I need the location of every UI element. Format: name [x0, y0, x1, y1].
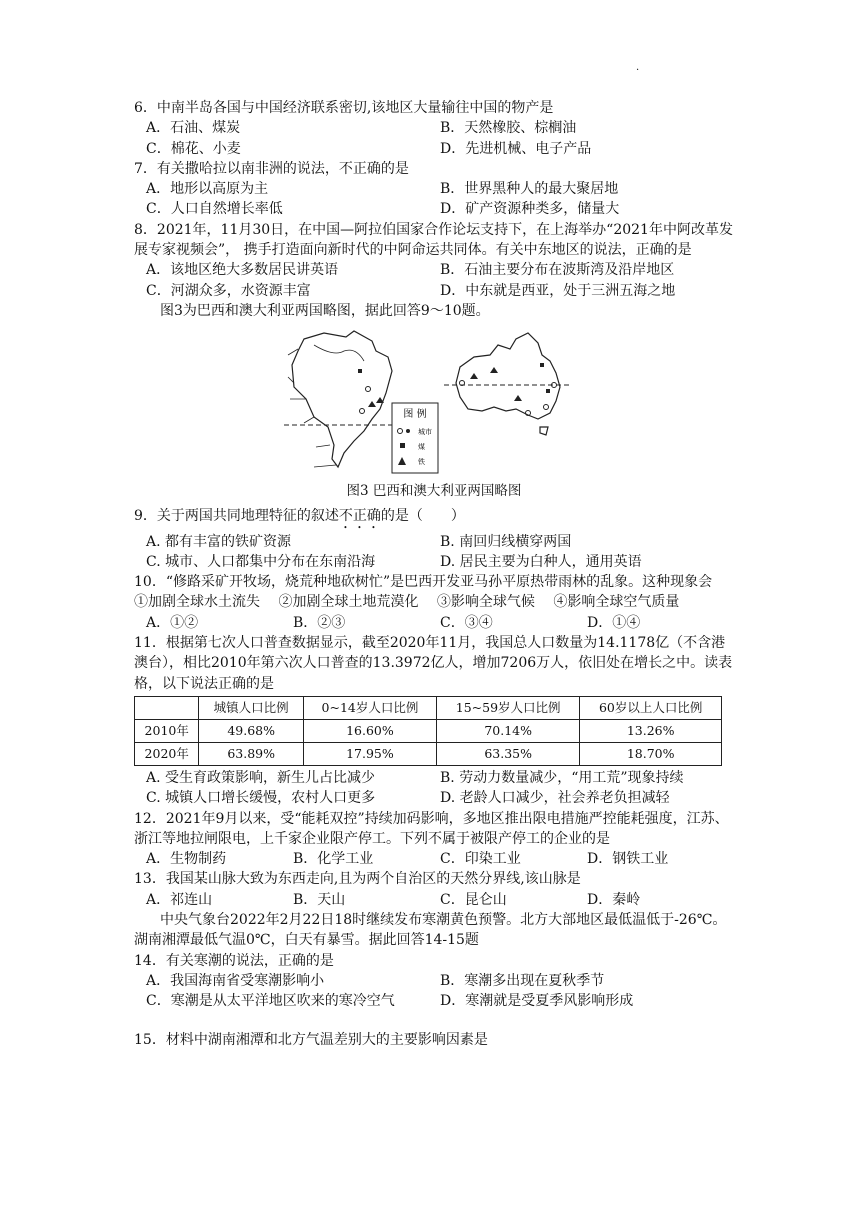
option: B. 劳动力数量减少，“用工荒”现象持续	[440, 769, 684, 786]
question-6-options-row2	[134, 139, 734, 159]
option: C．人口自然增长率低	[146, 201, 283, 218]
map-figure	[134, 327, 734, 479]
cold-wave-intro: 中央气象台2022年2月22日18时继续发布寒潮黄色预警。北方大部地区最低温低于-26℃。湖南湘潭最低气温0℃，白天有暴雪。据此回答14-15题	[134, 912, 727, 949]
option: A．石油、煤炭	[146, 120, 241, 137]
population-table	[134, 696, 722, 766]
table-row	[135, 719, 722, 742]
q9-stem-post: 的是（ ）	[380, 507, 465, 524]
option: D. 老龄人口减少，社会养老负担减轻	[440, 790, 670, 807]
option: C．昆仑山	[440, 891, 507, 908]
australia-map	[444, 333, 570, 435]
question-9-options-row2	[134, 552, 734, 572]
map-caption: 图3 巴西和澳大利亚两国略图	[346, 483, 522, 500]
table-cell: 70.14%	[436, 719, 579, 742]
question-8-options	[134, 260, 734, 280]
brazil-australia-map	[284, 327, 574, 479]
option: C．③④	[440, 614, 493, 631]
table-header: 城镇人口比例	[199, 696, 304, 719]
brazil-symbols	[358, 369, 384, 414]
option: D．先进机械、电子产品	[440, 140, 592, 157]
table-header: 15~59岁人口比例	[436, 696, 579, 719]
table-header: 60岁以上人口比例	[580, 696, 722, 719]
city-capital-icon	[406, 429, 410, 433]
option: C. 城市、人口都集中分布在东南沿海	[146, 553, 376, 570]
table-cell: 13.26%	[580, 719, 722, 742]
table-header	[135, 696, 199, 719]
question-15-stem: 15．材料中湖南湘潭和北方气温差别大的主要影响因素是	[134, 1031, 488, 1048]
table-row	[135, 742, 722, 765]
exam-content	[134, 98, 734, 1050]
question-14-stem: 14．有关寒潮的说法，正确的是	[134, 952, 334, 969]
q9-stem-emphasis: 不正确	[338, 507, 381, 524]
table-cell: 63.89%	[199, 742, 304, 765]
question-9-options	[134, 532, 734, 552]
coal-symbol-icon	[400, 443, 405, 448]
option: B．石油主要分布在波斯湾及沿岸地区	[440, 262, 675, 279]
question-6-stem: 6．中南半岛各国与中国经济联系密切,该地区大量输往中国的物产是	[134, 100, 554, 116]
option: D. 居民主要为白种人，通用英语	[440, 553, 642, 570]
question-7-options	[134, 179, 734, 199]
question-9-stem	[134, 506, 734, 532]
option: D．矿产资源种类多，储量大	[440, 201, 620, 218]
option: B．化学工业	[293, 851, 374, 868]
option: A．生物制药	[146, 851, 227, 868]
option: B. 南回归线横穿两国	[440, 533, 572, 550]
option: C．河湖众多，水资源丰富	[146, 282, 311, 299]
option: B．寒潮多出现在夏秋季节	[440, 972, 605, 989]
option: B．天然橡胶、棕榈油	[440, 120, 577, 137]
legend-item-city: 城市	[418, 428, 432, 437]
map-legend	[392, 403, 438, 473]
table-cell: 63.35%	[436, 742, 579, 765]
q9-stem-pre: 9．关于两国共同地理特征的叙述	[134, 507, 339, 524]
question-7-stem: 7．有关撒哈拉以南非洲的说法，不正确的是	[134, 160, 409, 177]
option: D．寒潮就是受夏季风影响形成	[440, 993, 634, 1010]
legend-title: 图 例	[403, 409, 427, 421]
option: D．①④	[587, 614, 641, 631]
option: B．②③	[293, 614, 346, 631]
australia-symbols	[460, 363, 557, 416]
question-14-options	[134, 971, 734, 991]
question-13-stem: 13．我国某山脉大致为东西走向,且为两个自治区的天然分界线,该山脉是	[134, 871, 581, 888]
question-10-options	[134, 613, 734, 633]
question-6-options	[134, 118, 734, 138]
option: B．世界黑种人的最大聚居地	[440, 181, 619, 198]
option: D．秦岭	[587, 891, 641, 908]
option: C. 城镇人口增长缓慢，农村人口更多	[146, 790, 376, 807]
table-cell: 17.95%	[303, 742, 436, 765]
question-12-stem: 12．2021年9月以来，受“能耗双控”持续加码影响，多地区推出限电措施严控能耗强度，江苏、浙江等地拉闸限电，上千家企业限产停工。下列不属于被限产停工的企业的是	[134, 810, 729, 847]
question-10-statements: ①加剧全球水土流失 ②加剧全球土地荒漠化 ③影响全球气候 ④影响全球空气质量	[134, 594, 680, 611]
option: C．印染工业	[440, 851, 521, 868]
question-13-options	[134, 890, 734, 910]
map-intro: 图3为巴西和澳大利亚两国略图，据此回答9～10题。	[160, 302, 490, 319]
option: A．我国海南省受寒潮影响小	[146, 972, 325, 989]
question-11-options	[134, 768, 734, 788]
option: A. 受生育政策影响，新生儿占比减少	[146, 769, 376, 786]
option: A．地形以高原为主	[146, 181, 269, 198]
option: C．棉花、小麦	[146, 140, 241, 157]
legend-item-iron: 铁	[418, 458, 425, 467]
question-8-stem: 8．2021年，11月30日，在中国—阿拉伯国家合作论坛支持下，在上海举办“2021年中阿改革发展专家视频会”， 携手打造面向新时代的中阿命运共同体。有关中东地区的说法，正确的是	[134, 221, 733, 259]
question-12-options	[134, 849, 734, 869]
question-8-options-row2	[134, 281, 734, 301]
table-cell: 2020年	[135, 742, 199, 765]
option: A. 都有丰富的铁矿资源	[146, 533, 292, 550]
table-header: 0~14岁人口比例	[303, 696, 436, 719]
corner-mark: .	[636, 62, 640, 73]
legend-item-coal: 煤	[418, 443, 425, 452]
option: D．中东就是西亚，处于三洲五海之地	[440, 282, 676, 299]
option: D．钢铁工业	[587, 851, 669, 868]
option: C．寒潮是从太平洋地区吹来的寒冷空气	[146, 993, 395, 1010]
table-cell: 49.68%	[199, 719, 304, 742]
option: A．①②	[146, 614, 199, 631]
question-7-options-row2	[134, 199, 734, 219]
table-cell: 16.60%	[303, 719, 436, 742]
question-11-stem: 11．根据第七次人口普查数据显示，截至2020年11月，我国总人口数量为14.1178亿（不含港澳台），相比2010年第六次人口普查的13.3972亿人，增加7206万人，依旧处在增长之中。读表格，以下说法正确的是	[134, 635, 733, 692]
option: A．该地区绝大多数居民讲英语	[146, 262, 339, 279]
question-11-options-row2	[134, 788, 734, 808]
table-cell: 2010年	[135, 719, 199, 742]
table-cell: 18.70%	[580, 742, 722, 765]
question-10-stem: 10．“修路采矿开牧场，烧荒种地砍树忙”是巴西开发亚马孙平原热带雨林的乱象。这种现象会	[134, 574, 713, 591]
question-14-options-row2	[134, 991, 734, 1011]
table-header-row	[135, 696, 722, 719]
option: B．天山	[293, 891, 346, 908]
option: A．祁连山	[146, 891, 213, 908]
